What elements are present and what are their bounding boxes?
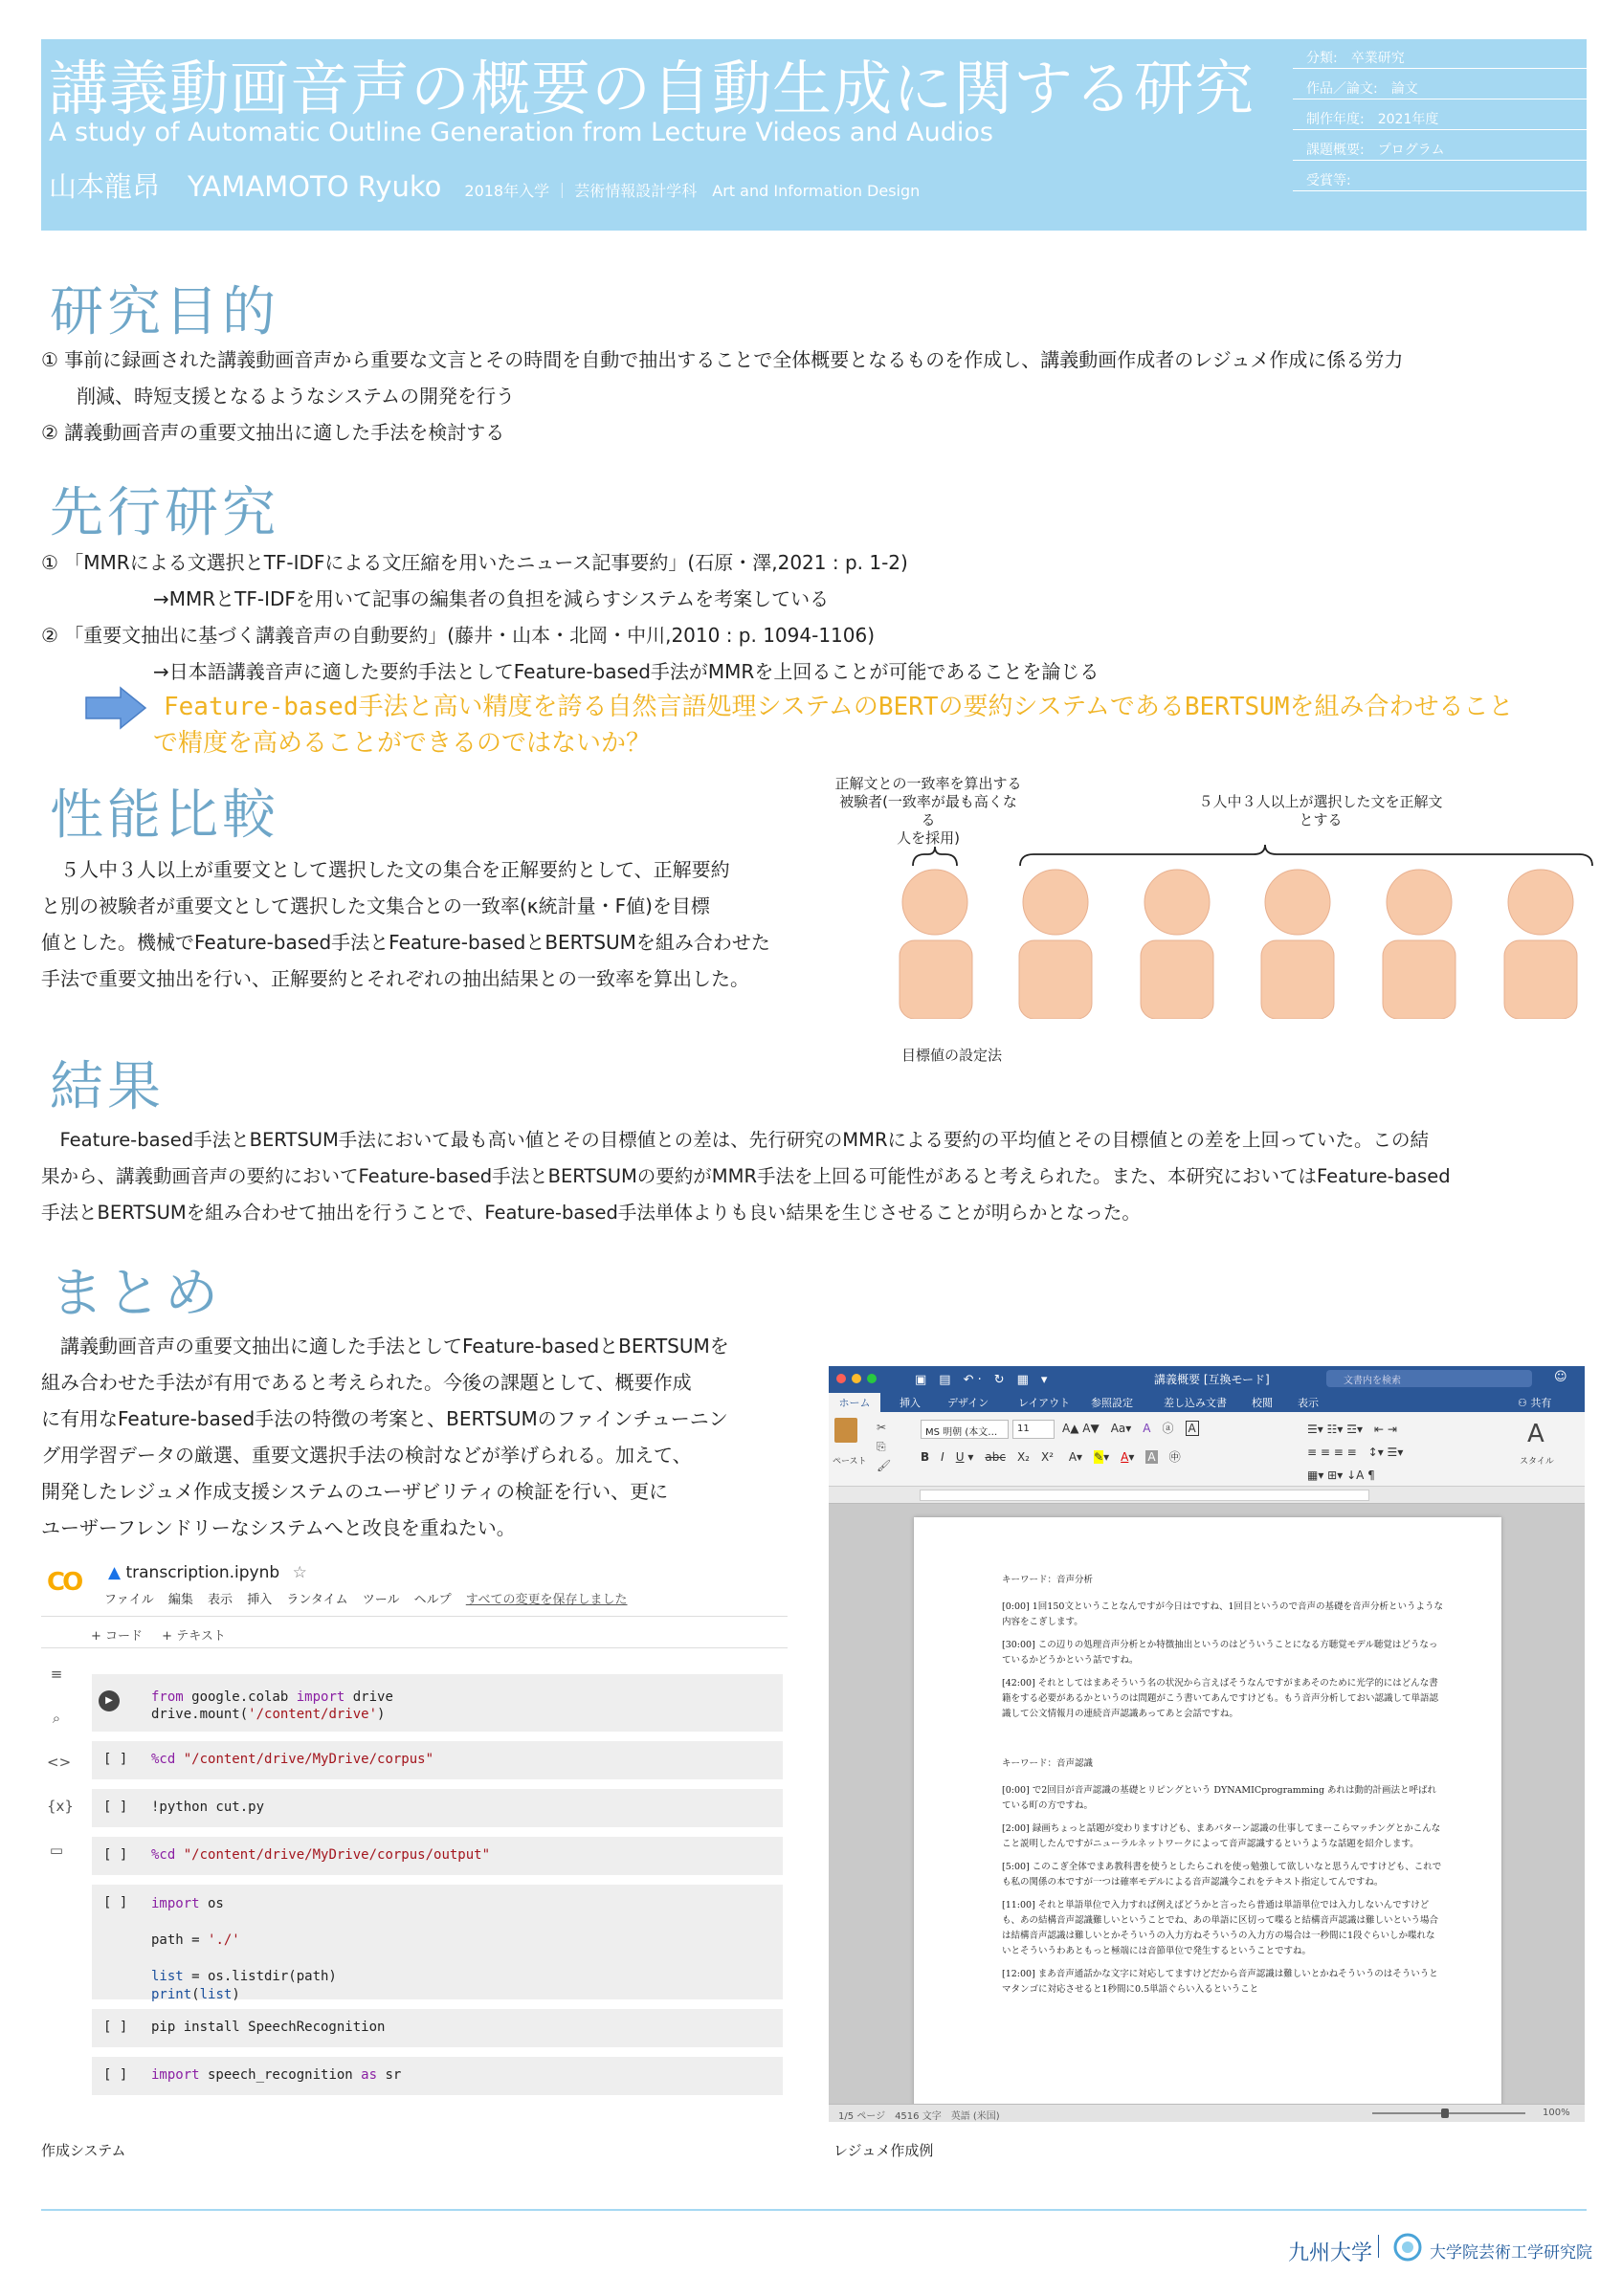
ruler xyxy=(829,1487,1585,1504)
doc-paragraph: [30:00] この辺りの処理音声分析とか特徴抽出というのはどういうことになる方聴覚モデル聴覚はどうなっているかどうかという話ですね。 xyxy=(1002,1640,1438,1666)
word-doc-title: 講義概要 [互換モード] xyxy=(1154,1373,1270,1386)
clipboard-icons[interactable]: ✂ ⎘ 🖌 xyxy=(877,1421,892,1472)
tab-mailings[interactable]: 差し込み文書 xyxy=(1164,1397,1227,1409)
cell-run-marker: [ ] xyxy=(103,1799,128,1815)
star-icon[interactable]: ☆ xyxy=(292,1563,307,1582)
variables-icon[interactable]: {x} xyxy=(47,1798,74,1815)
word-caption: レジュメ作成例 xyxy=(833,2142,934,2159)
right-brace xyxy=(1020,845,1592,866)
poster-title: 講義動画音声の概要の自動生成に関する研究 xyxy=(49,54,1255,123)
doc-paragraph: [12:00] まあ音声通話かな文字に対応してますけどだから音声認識は難しいとかねそういうのはそういうとマタンゴに対応させると1秒間に0.5単語ぐらい入るということ xyxy=(1002,1969,1438,1995)
save-status[interactable]: すべての変更を保存しました xyxy=(465,1593,628,1607)
meta-overview: 課題概要: プログラム xyxy=(1293,131,1587,161)
word-status-bar xyxy=(829,2104,1585,2122)
people-figure xyxy=(833,828,1603,1019)
add-text-button[interactable]: + テキスト xyxy=(162,1629,226,1644)
diagram-right-label-line: ５人中３人以上が選択した文を正解文 xyxy=(1198,793,1443,810)
smiley-icon[interactable]: ☺ xyxy=(1554,1370,1567,1384)
summary-line-1: 講義動画音声の重要文抽出に適した手法としてFeature-basedとBERTSUMを xyxy=(41,1335,729,1358)
toolbar-divider xyxy=(41,1616,788,1617)
word-ribbon xyxy=(829,1412,1585,1487)
diagram-right-label-line: とする xyxy=(1299,811,1343,828)
code-snippets-icon[interactable]: <> xyxy=(47,1754,72,1771)
word-search-input[interactable]: 文書内を検索 xyxy=(1326,1370,1532,1387)
cell-code: pip install SpeechRecognition xyxy=(151,2020,386,2035)
right-arrow-icon xyxy=(84,686,147,730)
prior-line-1: ① 「MMRによる文選択とTF-IDFによる文圧縮を用いたニュース記事要約」(石原・澤,2021 : p. 1-2) xyxy=(41,551,908,574)
comparison-heading: 性能比較 xyxy=(50,784,279,847)
cell-code: from google.colab import drive drive.mount('/content/drive') xyxy=(151,1689,393,1722)
meta-category: 分類: 卒業研究 xyxy=(1293,39,1587,69)
meta-table xyxy=(1293,39,1587,231)
person-icon xyxy=(1383,870,1455,1019)
poster-subtitle: A study of Automatic Outline Generation from Lecture Videos and Audios xyxy=(49,118,993,147)
diagram-right-label xyxy=(1158,793,1483,829)
notebook-title[interactable] xyxy=(108,1563,307,1582)
tab-insert[interactable]: 挿入 xyxy=(900,1397,921,1409)
prior-highlight-2: で精度を高めることができるのではないか？ xyxy=(153,729,652,758)
meta-awards: 受賞等: xyxy=(1293,162,1587,191)
comparison-line-2: と別の被験者が重要文として選択した文集合との一致率(κ統計量・F値)を目標 xyxy=(41,894,710,917)
search-icon[interactable]: ⌕ xyxy=(52,1710,61,1727)
cell-code: import speech_recognition as sr xyxy=(151,2067,402,2083)
minimize-window-icon[interactable] xyxy=(852,1374,861,1383)
colab-caption: 作成システム xyxy=(41,2142,126,2159)
tab-review[interactable]: 校閲 xyxy=(1252,1397,1273,1409)
cell-code: !python cut.py xyxy=(151,1799,265,1815)
toolbar-divider xyxy=(41,1647,788,1648)
doc-paragraph: [11:00] それと単語単位で入力すれば例えばどうかと言ったら普通は単語単位では入力しないんですけども、あの結構音声認識難しいということでね、あの単語に区切って喋ると結構音声認識は難しいという場合は結構音声認識は難しいとかそういうの入力方ねそういうの入力方の場合は一秒間に1段ぐらいしか喋れないとそういうわあともっと極端には音節単位で発生するということですね。 xyxy=(1002,1900,1439,1956)
cell-code: %cd "/content/drive/MyDrive/corpus" xyxy=(151,1752,434,1767)
bold-icon[interactable]: B xyxy=(921,1450,930,1464)
entry-info: 2018年入学 ｜ 芸術情報設計学科 Art and Information Design xyxy=(464,182,921,200)
font-size-select[interactable]: 11 xyxy=(1012,1420,1055,1439)
summary-line-4: グ用学習データの厳選、重要文選択手法の検討などが挙げられる。加えて、 xyxy=(41,1444,692,1467)
target-setting-diagram xyxy=(833,770,1603,1076)
prior-line-2: →MMRとTF-IDFを用いて記事の編集者の負担を減らすシステムを考案している xyxy=(153,587,830,610)
doc-keyword: キーワード：音声分析 xyxy=(1002,1575,1094,1585)
tab-references[interactable]: 参照設定 xyxy=(1091,1397,1133,1409)
menu-tools[interactable]: ツール xyxy=(362,1593,400,1607)
tab-view[interactable]: 表示 xyxy=(1298,1397,1319,1409)
person-icon xyxy=(900,870,972,1019)
files-icon[interactable]: ▭ xyxy=(49,1842,64,1859)
toc-icon[interactable]: ≡ xyxy=(50,1666,63,1683)
diagram-left-label-line: 被験者(一致率が最も高くなる xyxy=(839,793,1017,828)
zoom-slider-thumb[interactable] xyxy=(1441,2108,1449,2118)
cell-run-marker: [ ] xyxy=(103,2020,128,2035)
styles-label: スタイル xyxy=(1520,1457,1554,1467)
share-button[interactable] xyxy=(1518,1395,1551,1410)
word-ribbon-tabs xyxy=(829,1391,1585,1412)
summary-line-3: に有用なFeature-based手法の特徴の考案と、BERTSUMのファインチューニン xyxy=(41,1407,728,1430)
purpose-item-2: ② 講義動画音声の重要文抽出に適した手法を検討する xyxy=(41,421,505,444)
font-name-select[interactable]: MS 明朝 (本文… xyxy=(921,1420,1009,1439)
person-icon xyxy=(1141,870,1213,1019)
results-line-2: 果から、講義動画音声の要約においてFeature-based手法とBERTSUMの要約がMMR手法を上回る可能性があると考えられた。また、本研究においてはFeature-based xyxy=(41,1165,1451,1187)
prior-heading: 先行研究 xyxy=(50,482,279,544)
summary-heading: まとめ xyxy=(50,1263,222,1325)
tab-home[interactable]: ホーム xyxy=(829,1393,880,1412)
menu-edit[interactable]: 編集 xyxy=(167,1593,193,1607)
close-window-icon[interactable] xyxy=(836,1374,846,1383)
doc-paragraph: [42:00] それとしてはまあそういう名の状況から言えばそうなんですがまあそのために光学的にはどんな書籍をする必要があるかというのは問題がこう書いてあんですけども。もう音声分析しておい認識して単語認識して公文情報月の連続音声認識あってあと会話ですね。 xyxy=(1002,1678,1439,1719)
ruler-scale[interactable] xyxy=(920,1490,1369,1501)
author-name: 山本龍昂 YAMAMOTO Ryuko xyxy=(49,170,442,203)
poster-header xyxy=(41,39,1587,231)
purpose-item-1-cont: 削減、時短支援となるようなシステムの開発を行う xyxy=(77,385,515,408)
results-line-1: Feature-based手法とBERTSUM手法において最も高い値とその目標値との差は、先行研究のMMRによる要約の平均値とその目標値との差を上回っていた。この結 xyxy=(41,1129,1429,1151)
menu-runtime[interactable]: ランタイム xyxy=(286,1593,348,1607)
person-icon xyxy=(1504,870,1577,1019)
maximize-window-icon[interactable] xyxy=(867,1374,877,1383)
doc-paragraph: [2:00] 録画ちょっと話題が変わりますけども、まあパターン認識の仕事してまーこらマッチングとかこんなこと説明したんですがニューラルネットワークによって音声認識するというような話題を紹介します。 xyxy=(1002,1823,1441,1849)
purpose-item-1: ① 事前に録画された講義動画音声から重要な文言とその時間を自動で抽出することで全体概要となるものを作成し、講義動画作成者のレジュメ作成に係る労力 xyxy=(41,348,1404,371)
colab-screenshot xyxy=(41,1556,788,2121)
summary-line-5: 開発したレジュメ作成支援システムのユーザビリティの検証を行い、更に xyxy=(41,1480,669,1503)
notebook-filename: transcription.ipynb xyxy=(125,1563,280,1582)
underline-icon[interactable]: U xyxy=(955,1450,965,1464)
cell-code: %cd "/content/drive/MyDrive/corpus/output" xyxy=(151,1847,491,1863)
font-tools[interactable]: A▲ A▼ Aa▾ A ⓐ A xyxy=(1062,1420,1199,1436)
footer-divider xyxy=(41,2209,1587,2211)
prior-highlight-1: Feature-based手法と高い精度を誇る自然言語処理システムのBERTの要約システムであるBERTSUMを組み合わせること xyxy=(164,693,1514,721)
colab-sidebar xyxy=(47,1652,74,1872)
cell-run-marker: [ ] xyxy=(103,1895,128,1910)
italic-icon[interactable]: I xyxy=(941,1450,944,1464)
comparison-line-1: ５人中３人以上が重要文として選択した文の集合を正解要約として、正解要約 xyxy=(41,858,730,881)
summary-line-2: 組み合わせた手法が有用であると考えられた。今後の課題として、概要作成 xyxy=(41,1371,692,1394)
person-icon xyxy=(1261,870,1334,1019)
author-line xyxy=(49,166,920,205)
zoom-level: 100% xyxy=(1543,2108,1570,2118)
menu-view[interactable]: 表示 xyxy=(208,1593,233,1607)
purpose-heading: 研究目的 xyxy=(50,281,279,343)
left-brace xyxy=(913,847,957,866)
cell-code: import os path = './' list = os.listdir(path) print(list) xyxy=(151,1896,337,2002)
meta-year: 制作年度: 2021年度 xyxy=(1293,100,1587,130)
paste-label: ペースト xyxy=(833,1457,867,1467)
word-title-bar xyxy=(829,1366,1585,1391)
cell-run-marker: [ ] xyxy=(103,2067,128,2083)
cell-run-marker: [ ] xyxy=(103,1847,128,1863)
paragraph-tools[interactable]: ☰▾ ☷▾ ☲▾ ⇤ ⇥ ≡ ≡ ≡ ≡ ↕▾ ☰▾ ▦▾ ⊞▾ ↓A ¶ xyxy=(1307,1423,1404,1482)
menu-help[interactable]: ヘルプ xyxy=(413,1593,452,1607)
diagram-caption: 目標値の設定法 xyxy=(901,1047,1003,1064)
format-tools[interactable]: B I U ▾ abc X₂ X² A▾ ✎▾ A▾ A ㊥ xyxy=(921,1450,1181,1464)
footer-department: 大学院芸術工学研究院 xyxy=(1430,2243,1592,2263)
drive-icon: ▲ xyxy=(108,1563,122,1582)
colab-toolbar xyxy=(91,1625,226,1644)
doc-paragraph: [0:00] で2回目が音声認識の基礎とリピングという DYNAMICprogramming あれは動的計画法と呼ばれている町の方ですね。 xyxy=(1002,1785,1437,1811)
status-text: 1/5 ページ 4516 文字 英語 (米国) xyxy=(838,2111,1000,2122)
diagram-left-label-line: 正解文との一致率を算出する xyxy=(834,775,1022,792)
results-heading: 結果 xyxy=(50,1056,165,1118)
prior-line-3: ② 「重要文抽出に基づく講義音声の自動要約」(藤井・山本・北岡・中川,2010 : p. 1094-1106) xyxy=(41,624,876,647)
share-label: 共有 xyxy=(1530,1397,1552,1409)
add-code-button[interactable]: + コード xyxy=(91,1629,144,1644)
tab-layout[interactable]: レイアウト xyxy=(1018,1397,1071,1409)
meta-work-type: 作品／論文: 論文 xyxy=(1293,70,1587,99)
doc-keyword: キーワード：音声認識 xyxy=(1002,1758,1094,1769)
styles-icon[interactable]: A xyxy=(1527,1420,1544,1448)
doc-paragraph: [5:00] このこぎ全体でまあ教科書を使うとしたらこれを使っ勉強して欲しいなと思うんですけども、これでも私の関係の本ですが一つは確率モデルによる音声認識今これをテキスト指定してんですね。 xyxy=(1002,1862,1442,1888)
menu-file[interactable]: ファイル xyxy=(104,1593,154,1607)
comparison-line-3: 値とした。機械でFeature-based手法とFeature-basedとBERTSUMを組み合わせた xyxy=(41,931,770,954)
tab-design[interactable]: デザイン xyxy=(947,1397,989,1409)
summary-line-6: ユーザーフレンドリーなシステムへと改良を重ねたい。 xyxy=(41,1516,516,1539)
colab-logo-icon: CO xyxy=(47,1568,81,1597)
results-line-3: 手法とBERTSUMを組み合わせて抽出を行うことで、Feature-based手法単体よりも良い結果を生じさせることが明らかとなった。 xyxy=(41,1202,1141,1224)
menu-insert[interactable]: 挿入 xyxy=(247,1593,273,1607)
cell-run-marker: [ ] xyxy=(103,1752,128,1767)
prior-line-4: →日本語講義音声に適した要約手法としてFeature-based手法がMMRを上回ることが可能であることを論じる xyxy=(153,660,1100,683)
footer-university: 九州大学 xyxy=(1288,2241,1373,2265)
document-page[interactable] xyxy=(914,1517,1501,2122)
colab-menu-bar xyxy=(104,1589,628,1607)
footer-separator xyxy=(1378,2235,1379,2258)
diagram-left-label-line: 人を採用) xyxy=(897,829,960,847)
paste-icon[interactable] xyxy=(834,1418,857,1443)
comparison-line-4: 手法で重要文抽出を行い、正解要約とそれぞれの抽出結果との一致率を算出した。 xyxy=(41,967,749,990)
word-screenshot xyxy=(829,1366,1585,2122)
person-icon xyxy=(1019,870,1092,1019)
zoom-slider[interactable] xyxy=(1372,2112,1525,2114)
person-add-icon: ⚇ xyxy=(1518,1397,1531,1409)
run-cell-icon[interactable]: ▶ xyxy=(99,1690,120,1711)
quick-access-icons[interactable]: ▣ ▤ ↶ · ↻ ▦ ▾ xyxy=(915,1373,1048,1387)
university-logo-icon xyxy=(1393,2233,1422,2262)
doc-paragraph: [0:00] 1回150文ということなんですが今日はですね、1回目というので音声の基礎を音声分析というような内容をこぎします。 xyxy=(1002,1601,1443,1627)
